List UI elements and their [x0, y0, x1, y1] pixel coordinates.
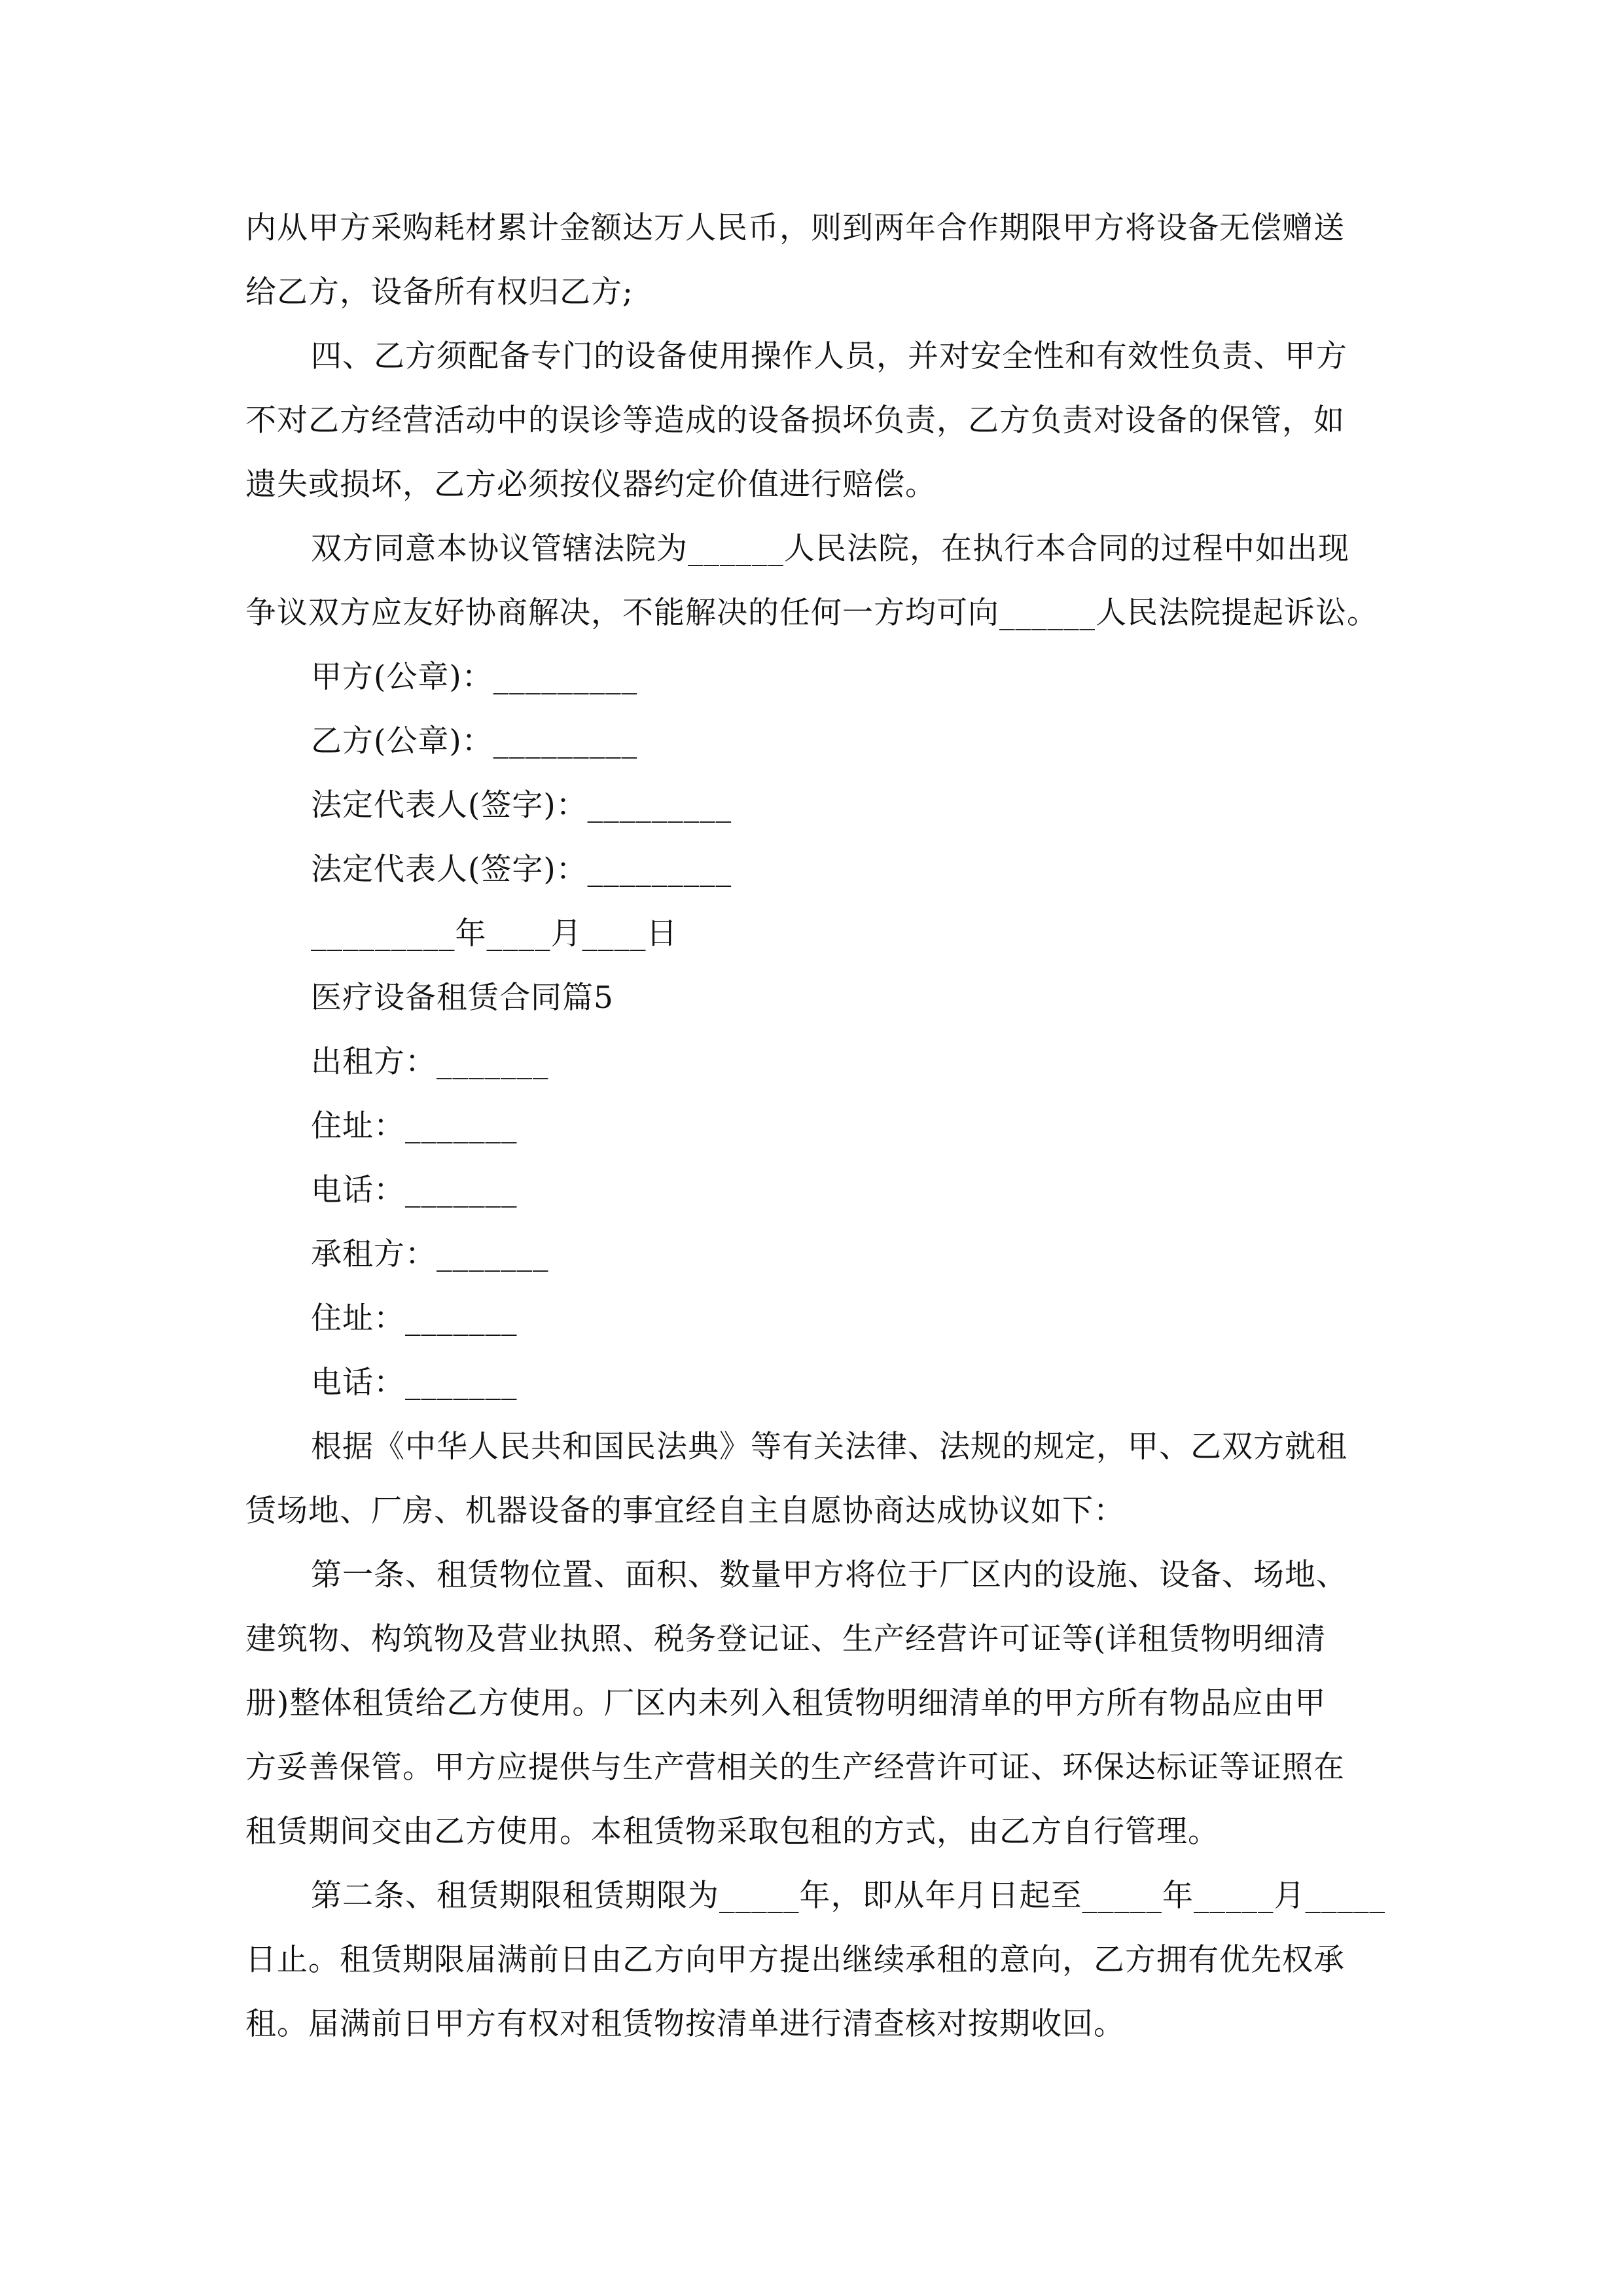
text-line: 册)整体租赁给乙方使用。厂区内未列入租赁物明细清单的甲方所有物品应由甲	[245, 1685, 1327, 1721]
text-line: 四、乙方须配备专门的设备使用操作人员，并对安全性和有效性负责、甲方	[311, 338, 1347, 374]
text-line: 内从甲方采购耗材累计金额达万人民币，则到两年合作期限甲方将设备无偿赠送	[245, 210, 1345, 246]
text-line: 方妥善保管。甲方应提供与生产营相关的生产经营许可证、环保达标证等证照在	[245, 1749, 1345, 1785]
text-line: 建筑物、构筑物及营业执照、税务登记证、生产经营许可证等(详租赁物明细清	[245, 1621, 1327, 1657]
signature-line: 乙方(公章)：_________	[311, 723, 638, 759]
text-line: 双方同意本协议管辖法院为______人民法院，在执行本合同的过程中如出现	[311, 531, 1349, 567]
signature-line: 法定代表人(签字)：_________	[311, 852, 732, 888]
text-line: 第一条、租赁物位置、面积、数量甲方将位于厂区内的设施、设备、场地、	[311, 1557, 1347, 1593]
party-field: 电话：_______	[311, 1365, 518, 1401]
signature-line: 法定代表人(签字)：_________	[311, 787, 732, 823]
text-line: 租。届满前日甲方有权对租赁物按清单进行清查核对按期收回。	[245, 2006, 1125, 2042]
party-field: 住址：_______	[311, 1108, 518, 1144]
section-title: 医疗设备租赁合同篇5	[311, 980, 614, 1016]
text-line: 根据《中华人民共和国民法典》等有关法律、法规的规定，甲、乙双方就租	[311, 1429, 1347, 1465]
party-field: 电话：_______	[311, 1172, 518, 1208]
text-line: 日止。租赁期限届满前日由乙方向甲方提出继续承租的意向，乙方拥有优先权承	[245, 1942, 1345, 1978]
party-field: 出租方：_______	[311, 1044, 549, 1080]
date-line: _________年____月____日	[311, 916, 678, 952]
text-line: 遗失或损坏，乙方必须按仪器约定价值进行赔偿。	[245, 467, 936, 503]
party-field: 住址：_______	[311, 1300, 518, 1336]
text-line: 第二条、租赁期限租赁期限为_____年，即从年月日起至_____年_____月_____	[311, 1878, 1385, 1914]
text-line: 争议双方应友好协商解决，不能解决的任何一方均可向______人民法院提起诉讼。	[245, 595, 1378, 631]
text-line: 不对乙方经营活动中的误诊等造成的设备损坏负责，乙方负责对设备的保管，如	[245, 403, 1345, 439]
party-field: 承租方：_______	[311, 1236, 549, 1272]
document-body	[245, 196, 1385, 2056]
text-line: 赁场地、厂房、机器设备的事宜经自主自愿协商达成协议如下：	[245, 1493, 1125, 1529]
signature-line: 甲方(公章)：_________	[311, 659, 638, 695]
text-line: 租赁期间交由乙方使用。本租赁物采取包租的方式，由乙方自行管理。	[245, 1814, 1219, 1850]
text-line: 给乙方，设备所有权归乙方;	[245, 274, 633, 310]
